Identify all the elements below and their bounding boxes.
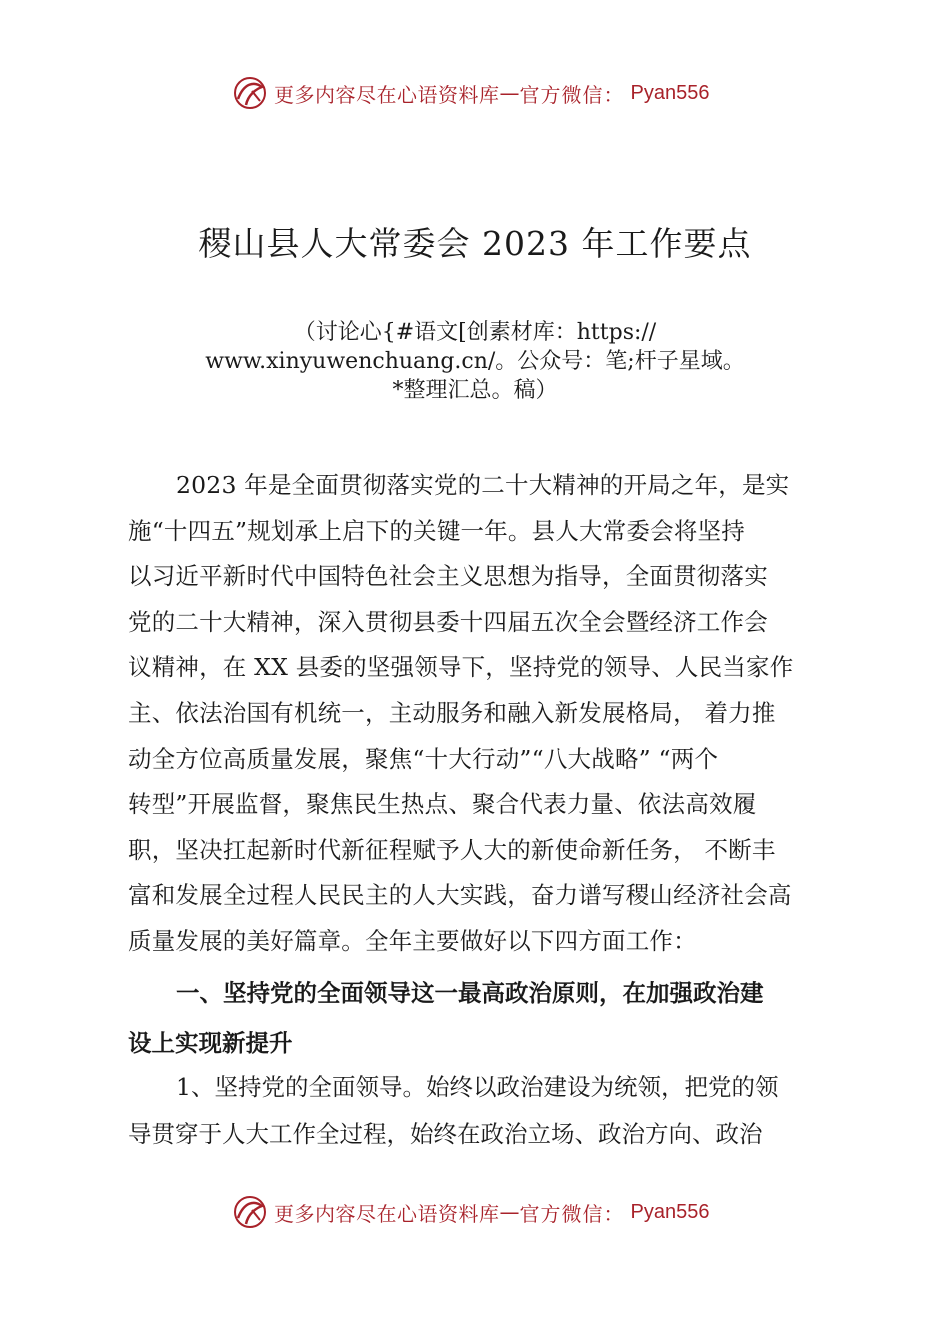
heading-line: 设上实现新提升	[128, 1029, 293, 1057]
section-heading	[128, 968, 842, 1068]
text-line: 议精神，在 XX 县委的坚强领导下，坚持党的领导、人民当家作	[128, 653, 794, 682]
text-line: 导贯穿于人大工作全过程，始终在政治立场、政治方向、政治	[128, 1120, 763, 1148]
banner-text: 更多内容尽在心语资料库	[274, 82, 500, 107]
subtitle-line: www.xinyuwenchuang.cn/。公众号：笔;杆子星域。	[205, 349, 745, 374]
banner-dash: —	[499, 81, 520, 105]
banner-dash: —	[499, 1200, 520, 1224]
banner-text: 更多内容尽在心语资料库	[274, 1201, 500, 1226]
banner-wechat-id: Pyan556	[630, 81, 710, 104]
heading-line: 一、坚持党的全面领导这一最高政治原则，在加强政治建	[176, 979, 764, 1007]
intro-paragraph	[128, 463, 842, 965]
signature-logo	[232, 75, 268, 111]
text-line: 动全方位高质量发展，聚焦“十大行动”“八大战略” “两个	[128, 744, 719, 773]
document-title: 稷山县人大常委会 2023 年工作要点	[198, 224, 752, 263]
banner-wechat-id: Pyan556	[630, 1200, 710, 1223]
banner-wechat-label: 官方微信：	[519, 82, 625, 107]
text-line: 党的二十大精神，深入贯彻县委十四届五次全会暨经济工作会	[128, 607, 768, 636]
text-line: 质量发展的美好篇章。全年主要做好以下四方面工作：	[128, 926, 697, 955]
document-subtitle	[150, 318, 800, 405]
footer-banner	[232, 1192, 709, 1232]
text-line: 1、坚持党的全面领导。始终以政治建设为统领，把党的领	[176, 1073, 779, 1101]
text-line: 2023 年是全面贯彻落实党的二十大精神的开局之年，是实	[176, 471, 790, 499]
text-line: 富和发展全过程人民民主的人大实践，奋力谱写稷山经济社会高	[128, 881, 792, 910]
subtitle-line: *整理汇总。稿）	[392, 378, 558, 403]
section-paragraph	[128, 1064, 842, 1158]
subtitle-line: （讨论心{#语文[创素材库：https://	[293, 320, 657, 345]
banner-wechat-label: 官方微信：	[519, 1201, 625, 1226]
signature-logo	[232, 1194, 268, 1230]
text-line: 以习近平新时代中国特色社会主义思想为指导，全面贯彻落实	[128, 562, 768, 591]
header-banner	[232, 73, 709, 113]
text-line: 施“十四五”规划承上启下的关键一年。县人大常委会将坚持	[128, 516, 745, 545]
text-line: 转型”开展监督，聚焦民生热点、聚合代表力量、依法高效履	[128, 790, 757, 819]
text-line: 职，坚决扛起新时代新征程赋予人大的新使命新任务， 不断丰	[128, 835, 776, 864]
text-line: 主、依法治国有机统一，主动服务和融入新发展格局， 着力推	[128, 698, 776, 727]
